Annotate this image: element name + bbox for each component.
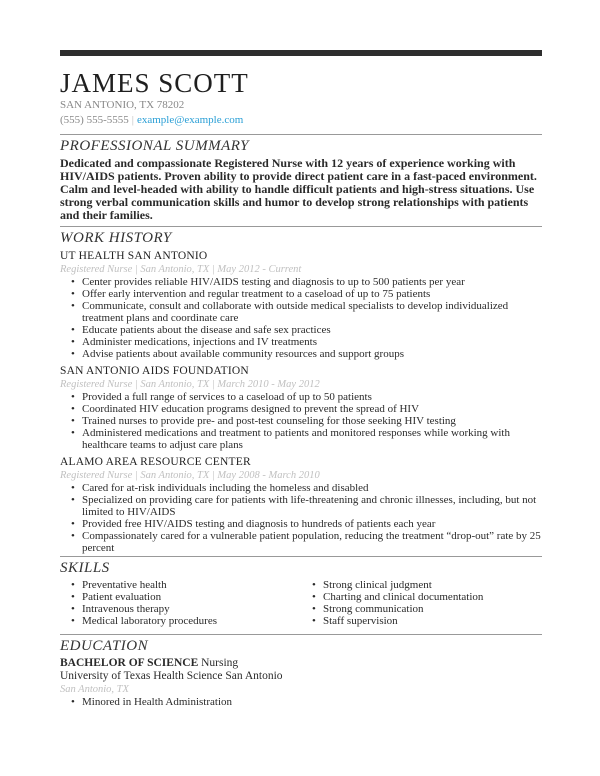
list-item: • Preventative health xyxy=(82,579,301,591)
skills-left-column xyxy=(60,579,301,627)
list-item: • Center provides reliable HIV/AIDS testing and diagnosis to up to 500 patients per year xyxy=(82,276,542,288)
work-history-heading: WORK HISTORY xyxy=(60,230,172,246)
list-item: • Strong clinical judgment xyxy=(323,579,542,591)
job-meta: Registered Nurse | San Antonio, TX | March 2010 - May 2012 xyxy=(60,379,320,390)
summary-section xyxy=(60,134,542,222)
job-entry xyxy=(60,455,542,554)
summary-heading: PROFESSIONAL SUMMARY xyxy=(60,138,250,154)
list-item: • Coordinated HIV education programs designed to prevent the spread of HIV xyxy=(82,403,542,415)
contact-separator: | xyxy=(131,114,134,126)
list-item: • Compassionately cared for a vulnerable patient population, reducing the treatment “drop-out” rate by 25 percent xyxy=(82,530,542,554)
job-bullets xyxy=(60,482,542,554)
list-item: • Provided free HIV/AIDS testing and diagnosis to hundreds of patients each year xyxy=(82,518,542,530)
email-link[interactable]: example@example.com xyxy=(136,114,244,126)
section-divider xyxy=(60,634,542,635)
skills-right-column xyxy=(301,579,542,627)
skills-grid xyxy=(60,579,542,627)
list-item: • Communicate, consult and collaborate with outside medical specialists to develop individualized treatment plans and coordinate care xyxy=(82,300,542,324)
degree-line xyxy=(60,657,542,670)
job-bullets xyxy=(60,391,542,451)
list-item: • Offer early intervention and regular treatment to a caseload of up to 75 patients xyxy=(82,288,542,300)
job-entry xyxy=(60,364,542,451)
list-item: • Cared for at-risk individuals including the homeless and disabled xyxy=(82,482,542,494)
header-top-bar xyxy=(60,50,542,56)
phone-email-line xyxy=(60,113,243,128)
list-item: • Administer medications, injections and IV treatments xyxy=(82,336,542,348)
list-item: • Advise patients about available community resources and support groups xyxy=(82,348,542,360)
job-meta: Registered Nurse | San Antonio, TX | May 2012 - Current xyxy=(60,264,302,275)
skills-heading: SKILLS xyxy=(60,560,110,576)
list-item: • Administered medications and treatment to patients and monitored responses while working with healthcare teams to adjust care plans xyxy=(82,427,542,451)
list-item: • Specialized on providing care for patients with life-threatening and chronic illnesses, including, but not limited to HIV/AIDS xyxy=(82,494,542,518)
job-meta: Registered Nurse | San Antonio, TX | May 2008 - March 2010 xyxy=(60,470,320,481)
list-item: • Minored in Health Administration xyxy=(82,696,542,708)
degree-field: Nursing xyxy=(201,657,239,669)
list-item: • Staff supervision xyxy=(323,615,542,627)
work-history-section xyxy=(60,226,542,554)
job-bullets xyxy=(60,276,542,360)
job-employer: SAN ANTONIO AIDS FOUNDATION xyxy=(60,365,249,377)
list-item: • Trained nurses to provide pre- and post-test counseling for those seeking HIV testing xyxy=(82,415,542,427)
school-location: San Antonio, TX xyxy=(60,684,129,695)
skills-section xyxy=(60,556,542,627)
list-item: • Intravenous therapy xyxy=(82,603,301,615)
section-divider xyxy=(60,226,542,227)
list-item: • Strong communication xyxy=(323,603,542,615)
list-item: • Medical laboratory procedures xyxy=(82,615,301,627)
address: SAN ANTONIO, TX 78202 xyxy=(60,99,185,111)
list-item: • Patient evaluation xyxy=(82,591,301,603)
section-divider xyxy=(60,134,542,135)
contact-block xyxy=(60,98,243,128)
job-entry xyxy=(60,249,542,360)
job-employer: UT HEALTH SAN ANTONIO xyxy=(60,250,208,262)
list-item: • Provided a full range of services to a caseload of up to 50 patients xyxy=(82,391,542,403)
summary-text: Dedicated and compassionate Registered Nurse with 12 years of experience working with HIV/AIDS patients. Proven ability to provide direct patient care in a fast-paced environment. Calm and level-headed with ability to handle difficult patients and high-stress situations. Use strong verbal communication skills and humor to develop strong relationships with patients and their families. xyxy=(60,156,537,222)
phone: (555) 555-5555 xyxy=(60,114,129,126)
education-heading: EDUCATION xyxy=(60,638,149,654)
list-item: • Charting and clinical documentation xyxy=(323,591,542,603)
education-section xyxy=(60,634,542,708)
candidate-name: JAMES SCOTT xyxy=(60,68,249,98)
education-bullets xyxy=(60,696,542,708)
degree-name: BACHELOR OF SCIENCE xyxy=(60,657,199,669)
section-divider xyxy=(60,556,542,557)
job-employer: ALAMO AREA RESOURCE CENTER xyxy=(60,456,251,468)
school-name: University of Texas Health Science San Antonio xyxy=(60,670,283,682)
list-item: • Educate patients about the disease and safe sex practices xyxy=(82,324,542,336)
